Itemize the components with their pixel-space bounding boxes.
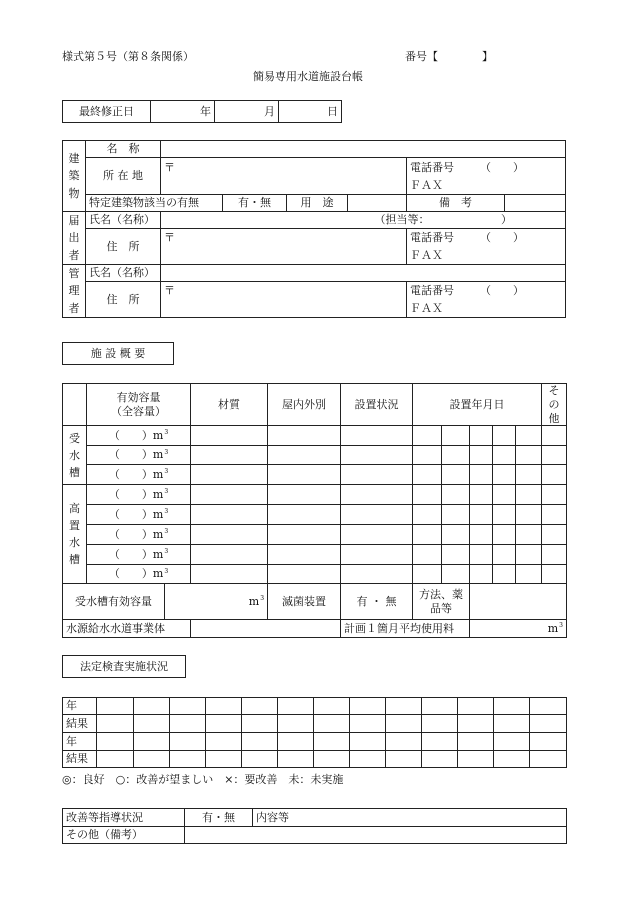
installation-cell[interactable] [341,426,413,446]
building-address-label: 所 在 地 [86,158,161,195]
notifier-group-label: 届 出 者 [63,212,86,265]
special-building-label: 特定建築物該当の有無 [86,195,223,212]
manager-phone-paren[interactable]: （ ） [480,284,524,298]
manager-group-label: 管 理 者 [63,265,86,318]
location-cell[interactable] [268,426,341,446]
inspection-legend: ◎：良好 ○：改善が望ましい ×：要改善 未：未実施 [62,773,344,786]
manager-postal-field[interactable] [161,282,407,301]
capacity-cell[interactable]: （ ）m 3 [87,446,191,465]
capacity-cell[interactable]: （ ）m 3 [87,485,191,505]
sterilizer-label: 滅菌装置 [268,584,341,620]
installation-header: 設置状況 [341,384,413,426]
guidance-details-field[interactable] [253,809,567,827]
notifier-fax-label: ＦＡＸ [407,248,566,265]
tank-capacity-field[interactable]: m 3 [165,584,268,620]
building-fax-label: ＦＡＸ [407,178,566,195]
other-cell[interactable] [542,426,567,446]
location-header: 屋内外別 [268,384,341,426]
building-info-table [62,140,566,318]
capacity-cell[interactable]: （ ）m 3 [87,565,191,584]
monthly-usage-label: 計画１箇月平均使用料 [341,620,470,638]
material-header: 材質 [191,384,268,426]
guidance-other-label: その他（備考） [63,827,185,844]
manager-address-label: 住 所 [86,282,161,318]
guidance-table [62,808,567,844]
manager-name-label: 氏名（名称） [86,265,161,282]
material-cell[interactable] [191,426,268,446]
capacity-cell[interactable]: （ ）m 3 [87,505,191,525]
guidance-other-field[interactable] [185,827,567,844]
notifier-name-field[interactable] [161,212,566,229]
inspection-year-label: 年 [63,698,97,715]
last-modified-month[interactable]: 月 [215,101,279,123]
last-modified-day[interactable]: 日 [279,101,342,123]
use-label: 用 途 [287,195,348,212]
guidance-details-label: 内容等 [256,810,289,824]
building-phone-paren[interactable]: （ ） [480,160,524,174]
capacity-sub-header: （全容量） [111,404,167,418]
install-date-header: 設置年月日 [413,384,542,426]
remarks-label: 備 考 [407,195,505,212]
capacity-cell[interactable]: （ ）m 3 [87,525,191,545]
sterilizer-yes-no[interactable]: 有 ・ 無 [341,584,413,620]
registry-number-label: 番号【 】 [405,50,493,63]
tank-capacity-label: 受水槽有効容量 [63,584,165,620]
facility-heading: 施 設 概 要 [62,342,174,365]
capacity-cell[interactable]: （ ）m 3 [87,426,191,446]
inspection-heading: 法定検査実施状況 [62,655,186,678]
remarks-field[interactable] [505,195,566,212]
form-number-label: 様式第５号（第８条関係） [62,50,194,63]
method-label: 方法、薬品等 [413,584,470,620]
inspection-table [62,697,567,768]
postal-mark: 〒 [164,284,175,298]
building-phone-label: 電話番号 [410,160,454,174]
notifier-contact-label: （担当等： ） [374,213,512,226]
water-source-label: 水源給水水道事業体 [63,620,191,638]
method-field[interactable] [470,584,567,620]
inspection-result-label: 結果 [63,715,97,733]
manager-phone-label: 電話番号 [410,284,454,298]
notifier-name-label: 氏名（名称） [86,212,161,229]
other-header: その他 [542,384,567,426]
building-name-field[interactable] [161,141,566,158]
last-modified-year[interactable]: 年 [151,101,215,123]
elevated-tank-label: 高 置 水 槽 [63,485,87,584]
notifier-address-label: 住 所 [86,229,161,265]
use-field[interactable] [348,195,407,212]
special-building-yes-no[interactable]: 有・無 [223,195,287,212]
last-modified-label: 最終修正日 [63,101,151,123]
last-modified-table [62,100,342,123]
manager-fax-label: ＦＡＸ [407,301,566,318]
building-name-label: 名 称 [86,141,161,158]
notifier-postal-field[interactable] [161,229,407,248]
building-group-label: 建 築 物 [63,141,86,212]
receiving-tank-label: 受 水 槽 [63,426,87,485]
inspection-year-label: 年 [63,733,97,751]
water-source-field[interactable] [191,620,341,638]
notifier-phone-paren[interactable]: （ ） [480,231,524,245]
postal-mark: 〒 [164,231,175,245]
page-title: 簡易専用水道施設台帳 [253,70,363,83]
manager-name-field[interactable] [161,265,566,282]
inspection-result-label: 結果 [63,751,97,768]
guidance-label: 改善等指導状況 [63,809,185,827]
notifier-phone-label: 電話番号 [410,231,454,245]
capacity-cell[interactable]: （ ）m 3 [87,545,191,565]
guidance-yes-no[interactable]: 有・無 [185,809,253,827]
capacity-cell[interactable]: （ ）m 3 [87,465,191,485]
capacity-header: 有効容量 [116,390,161,404]
postal-mark: 〒 [164,160,175,174]
monthly-usage-field[interactable]: m 3 [470,620,567,638]
facility-table [62,383,567,638]
building-postal-field[interactable] [161,158,407,178]
